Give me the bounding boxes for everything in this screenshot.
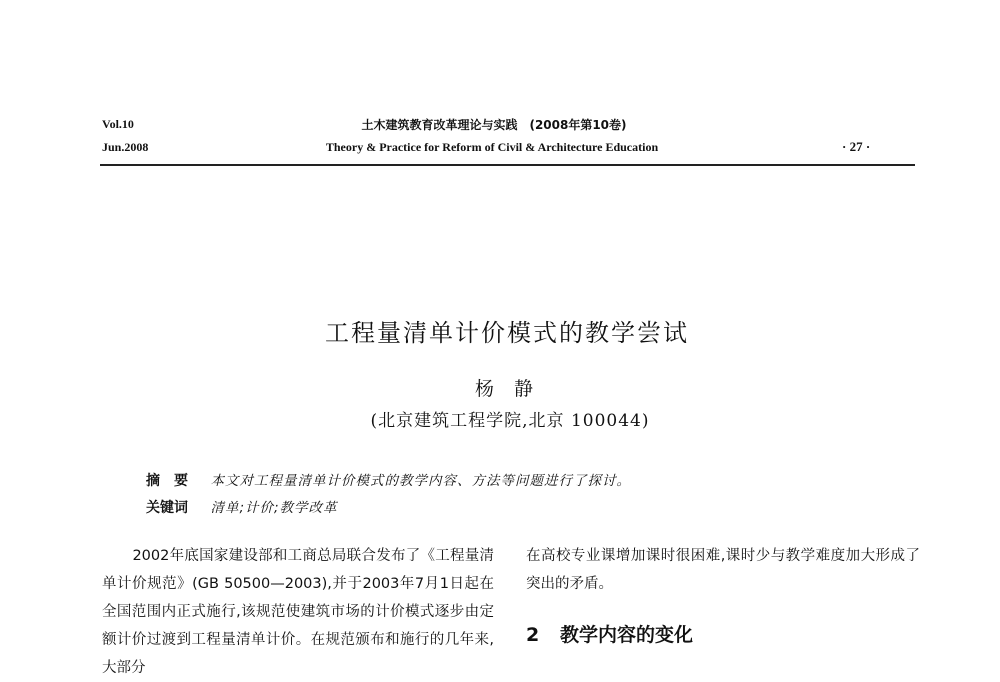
body-right-paragraph: 在高校专业课增加课时很困难,课时少与教学难度加大形成了突出的矛盾。 [526, 548, 920, 592]
keywords-text: 清单;计价;教学改革 [210, 500, 338, 516]
article-author [0, 374, 1000, 401]
abstract-row [146, 469, 631, 490]
header-page-number: · 27 · [842, 139, 871, 154]
article-affiliation [0, 406, 1000, 431]
article-title [0, 313, 1000, 348]
body-left-column [102, 542, 494, 682]
section-title: 教学内容的变化 [560, 624, 694, 646]
header-date: Jun.2008 [102, 140, 149, 154]
header-journal-cn-text: 土木建筑教育改革理论与实践 (2008年第10卷) [361, 118, 627, 132]
article-title-text: 工程量清单计价模式的教学尝试 [325, 319, 689, 347]
header-journal-en-text: Theory & Practice for Reform of Civil & Architecture Education [325, 140, 659, 154]
header-volume: Vol.10 [102, 117, 134, 131]
keywords-label: 关键词 [146, 500, 188, 516]
header-rule [100, 164, 915, 166]
article-affiliation-text: (北京建筑工程学院,北京 100044) [370, 411, 650, 431]
abstract-label: 摘要 [146, 473, 202, 489]
body-right-column [526, 542, 920, 598]
body-left-paragraph: 2002年底国家建设部和工商总局联合发布了《工程量清单计价规范》(GB 50500—2003),并于2003年7月1日起在全国范围内正式施行,该规范使建筑市场的计价模式逐步由定额计价过渡到工程量清单计价。在规范颁布和施行的几年来,大部分 [102, 548, 494, 676]
section-number: 2 [526, 624, 540, 646]
header-journal-cn [0, 116, 1000, 133]
section-heading [526, 620, 693, 647]
keywords-row [146, 496, 338, 517]
article-author-text: 杨静 [474, 378, 553, 400]
abstract-text: 本文对工程量清单计价模式的教学内容、方法等问题进行了探讨。 [210, 473, 631, 489]
